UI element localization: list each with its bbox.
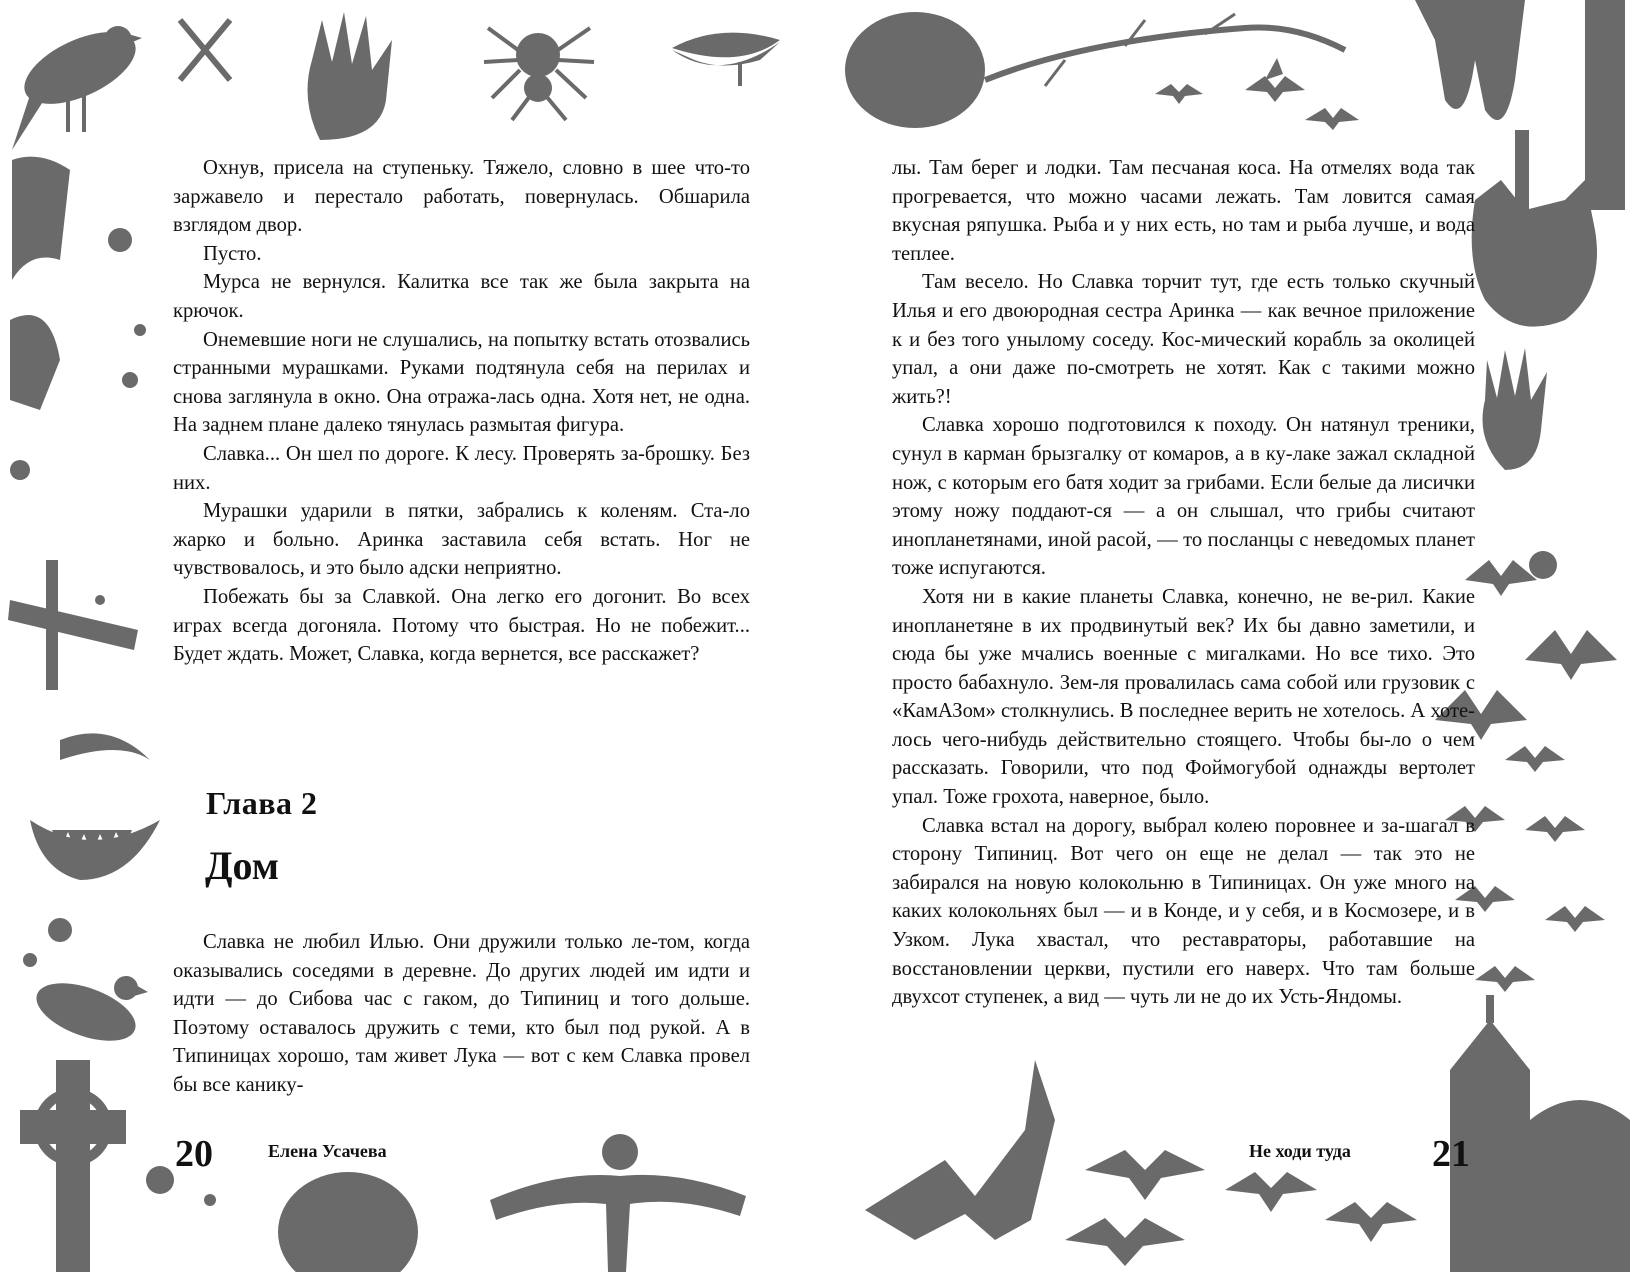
hand-icon — [308, 12, 393, 140]
bat-icon — [1155, 58, 1359, 130]
page-number-left: 20 — [175, 1133, 213, 1175]
bat-large-icon — [865, 1060, 1417, 1266]
chapter-number: Глава 2 — [206, 785, 318, 821]
x-marks-icon — [180, 20, 230, 80]
right-page — [825, 0, 1650, 1272]
paragraph: Побежать бы за Славкой. Она легко его догонит. Во всех играх всегда догоняла. Потому что быстрая. Но не побежит... Будет ждать. Может, Славка, когда вернется, все расскажет? — [173, 585, 750, 666]
handprint-icon — [1483, 348, 1548, 470]
paragraph: Славка хорошо подготовился к походу. Он натянул треники, сунул в карман брызгалку от комаров, а в ку-лаке зажал складной нож, с которым его батя ходит за грибами. Если белые да лисички этому ножу поддают-ся — а он слышал, что грибы считают инопланетянами, иной расой, — то посланцы с неведомых планет тоже испугаются. — [892, 414, 1475, 580]
paragraph: лы. Там берег и лодки. Там песчаная коса. На отмелях вода так прогревается, что можно часами лежать. Там ловится самая вкусная ряпушка. Рыба и у них есть, но там и рыба лучше, и вода теплее. — [892, 157, 1475, 265]
scarecrow-icon — [490, 1134, 746, 1272]
pumpkin-icon — [845, 12, 985, 128]
paragraph: Мурса не вернулся. Калитка все так же была закрыта на крючок. — [173, 271, 750, 322]
paragraph: Славка не любил Илью. Они дружили только ле-том, когда оказывались соседями в деревне. До других людей им идти и идти — до Сибова час с гаком, до Типиниц и того дольше. Поэтому оставалось дружить с теми, кто был под рукой. А в Типиницах хорошо, там живет Лука — вот с кем Славка провел бы все канику- — [173, 931, 750, 1096]
branch-icon — [985, 14, 1345, 86]
church-icon — [1450, 995, 1630, 1272]
left-text-block-top — [173, 154, 750, 669]
paragraph: Охнув, присела на ступеньку. Тяжело, словно в шее что-то заржавело и перестало работать, повернулась. Обшарила взглядом двор. — [173, 157, 750, 237]
dagger-icon — [8, 560, 138, 690]
paragraph: Хотя ни в какие планеты Славка, конечно, не ве-рил. Какие инопланетяне в их продвинутый век? Их бы давно заметили, и сюда бы уже мчались военные с мигалками. Но все тихо. Это просто бабахнуло. Зем-ля провалилась сама собой или грузовик с «КамАЗом» столкнулись. В последнее верить не хотелось. А хоте-лось чего-нибудь действительно стоящего. Чтобы бы-ло о чем рассказать. Говорили, что под Фоймогубой однажды вертолет упал. Тоже грохота, наверное, было. — [892, 585, 1475, 809]
paragraph: Там весело. Но Славка торчит тут, где есть только скучный Илья и его двоюродная сестра Аринка — как вечное приложение к и без того унылому соседу. Кос-мический корабль за околицей упал, а они даже по-смотреть не хотят. Как с такими можно жить?! — [892, 271, 1475, 408]
paragraph: Славка... Он шел по дороге. К лесу. Проверять за-брошку. Без них. — [173, 442, 750, 494]
crow-icon — [12, 17, 146, 150]
left-text-block-bottom — [173, 928, 750, 1100]
chapter-title: Дом — [205, 843, 280, 888]
lips-icon — [672, 33, 780, 86]
paragraph: Пусто. — [203, 242, 262, 265]
paragraph: Славка встал на дорогу, выбрал колею поровнее и за-шагал в сторону Типиниц. Вот чего он еще не делал — так это не забирался на новую колокольню в Типиницах. Он уже много на каких колокольнях был — и в Конде, и у себя, и в Космозере, и в Узком. Лука хвастал, что реставраторы, работавшие на восстановлении церкви, пустили его наверх. Что там больше двухсот ступенек, а вид — чуть ли не до их Усть-Яндомы. — [892, 814, 1475, 1009]
paragraph: Онемевшие ноги не слушались, на попытку встать отозвались странными мурашками. Руками подтянула себя на перилах и снова заглянула в окно. Она отража-лась одна. Хотя нет, не одна. На заднем плане далеко тянулась размытая фигура. — [173, 328, 750, 437]
spider-icon — [484, 28, 594, 120]
running-head-title: Не ходи туда — [1249, 1141, 1351, 1161]
skull-icon — [278, 1172, 418, 1272]
cat-icon — [1472, 180, 1597, 327]
right-text-block — [892, 154, 1475, 1012]
paragraph: Мурашки ударили в пятки, забрались к коленям. Ста-ло жарко и больно. Аринка заставила себя встать. Ног не чувствовалось, и это было адски неприятно. — [173, 500, 750, 580]
page-number-right: 21 — [1432, 1133, 1470, 1175]
crow-perched-icon — [29, 972, 148, 1053]
celtic-cross-icon — [20, 1060, 126, 1272]
running-head-author: Елена Усачева — [268, 1141, 387, 1161]
grin-icon — [30, 733, 160, 880]
